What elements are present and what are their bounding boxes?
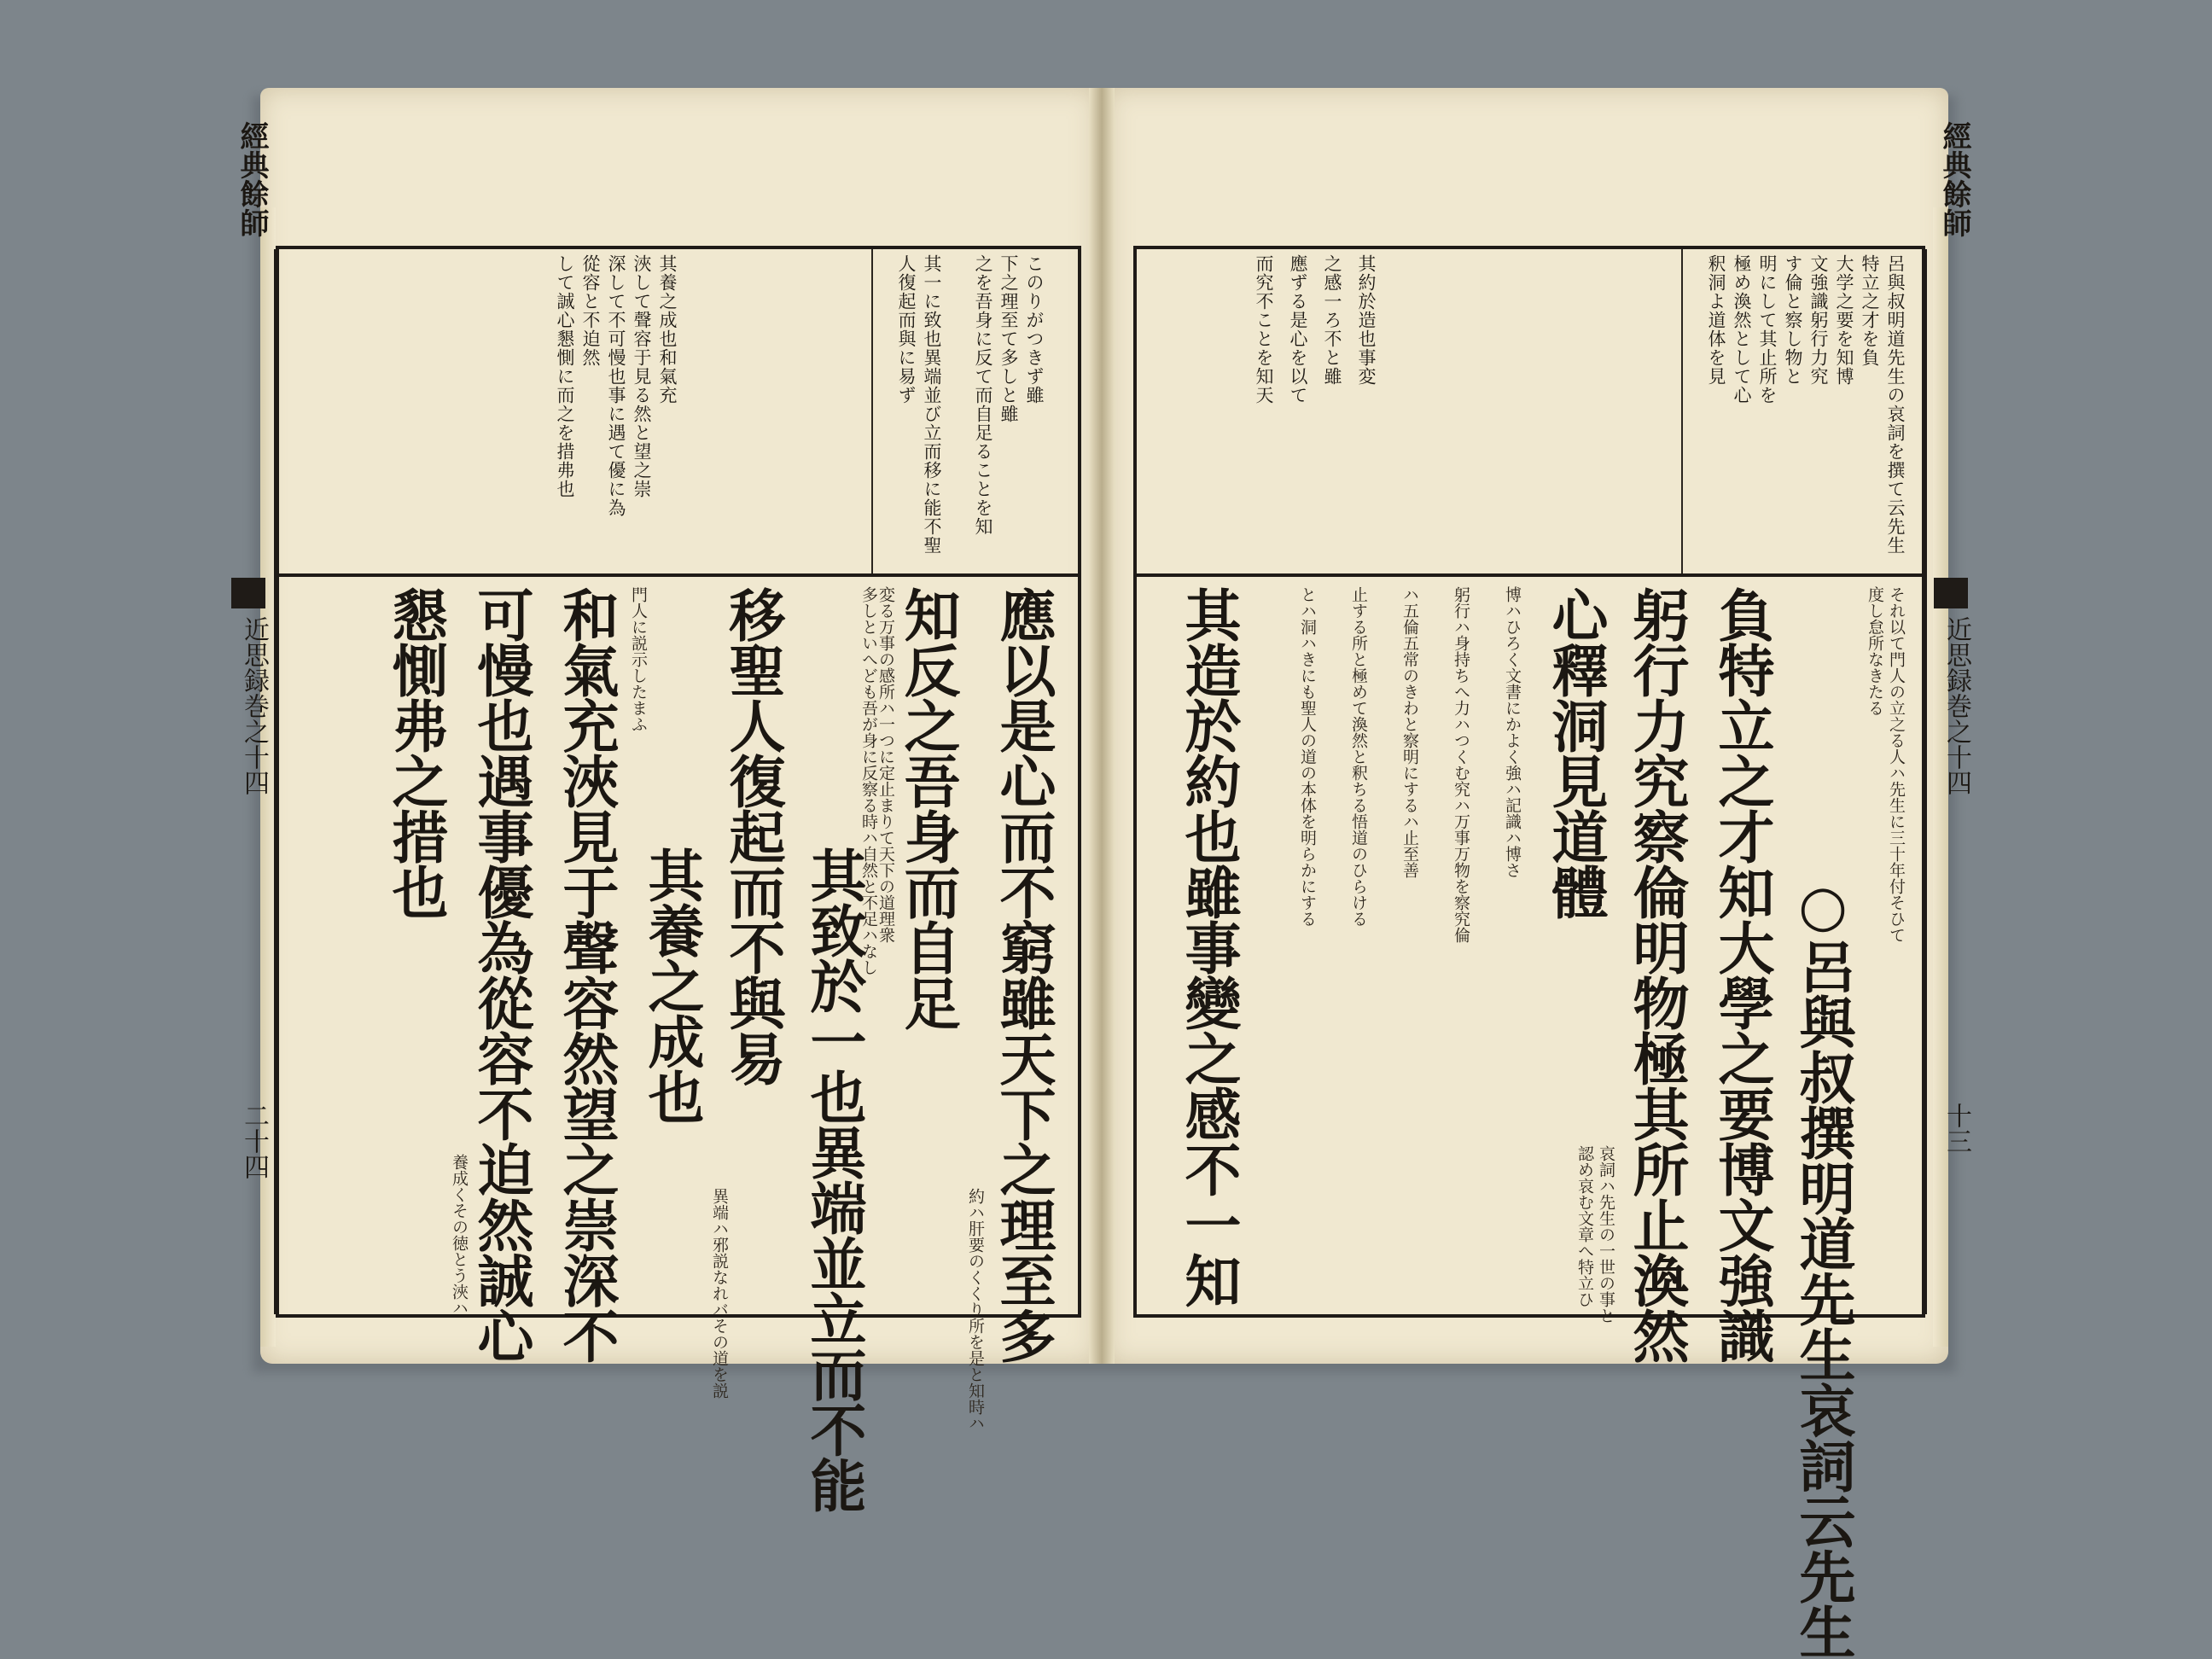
top-note: 大学之要を知博	[1834, 254, 1854, 386]
gloss-column: 博ハひろく文書にかよく強ハ記識ハ博さ	[1503, 586, 1522, 878]
top-note: 極め渙然として心	[1732, 254, 1752, 405]
right-chapter-title: 近思録巻之十四	[1941, 616, 1971, 795]
right-page	[1108, 88, 1971, 1659]
gloss-column: 変る万事の感所ハ一つに定止まりて天下の道理衆	[876, 586, 895, 943]
main-text-column: ○呂與叔撰明道先生哀詞云先生	[1790, 872, 1856, 1659]
gloss-column: 度し怠所なきたる	[1866, 586, 1884, 716]
book-gutter	[1089, 88, 1115, 1364]
top-note: 浹して聲容于見る然と望之崇	[632, 254, 652, 498]
note-divider	[1681, 249, 1683, 573]
fishtail-mark	[231, 578, 265, 608]
gloss-column: それ以て門人の立之る人ハ先生に三十年付そひて	[1887, 586, 1906, 943]
top-note: 下之理至て多しと雖	[998, 254, 1019, 423]
top-note: 文強識躬行力究	[1808, 254, 1829, 386]
main-text-column: 心釋洞見道體	[1542, 586, 1609, 919]
top-note: 其一に致也異端並び立而移に能不聖	[922, 254, 942, 555]
main-text-column: 知反之吾身而自足	[894, 586, 961, 1030]
notes-divider	[1137, 573, 1922, 577]
top-note: 從容と不迫然	[580, 254, 601, 367]
top-note: 明にして其止所を	[1757, 254, 1778, 405]
top-note: す倫と察し物と	[1783, 254, 1803, 386]
gloss-column: 異端ハ邪説なれバその道を説	[710, 1188, 729, 1399]
top-note: 呂與叔明道先生の哀詞を撰て云先生	[1885, 254, 1906, 555]
notes-divider	[279, 573, 1078, 577]
main-text-column: 其致於一也異端並立而不能	[800, 847, 867, 1512]
left-hanshin	[224, 121, 276, 1314]
top-note: 之を吾身に反て而自足ることを知	[973, 254, 993, 536]
right-running-head: 經典餘師	[1937, 121, 1971, 237]
top-note: このりがつきず雖	[1024, 254, 1045, 405]
top-note: 之感一ろ不と雖	[1322, 254, 1342, 386]
top-note: 特立之才を負	[1860, 254, 1880, 367]
top-note: 其約於造也事変	[1356, 254, 1377, 386]
right-text-frame	[1133, 121, 1971, 1659]
gloss-column: 止する所と極めて渙然と釈ちる悟道のひらける	[1349, 586, 1368, 927]
gloss-column: 養成くその徳とう浹ハ	[450, 1154, 469, 1316]
left-chapter-title: 近思録巻之十四	[239, 616, 269, 795]
top-note: 其養之成也和氣充	[657, 254, 678, 405]
gloss-column: 認め哀む文章へ特立ひ	[1575, 1145, 1594, 1307]
gloss-column: 多しといへども吾が身に反察る時ハ自然と不足ハなし	[859, 586, 878, 975]
top-note: 應ずる是心を以て	[1288, 254, 1308, 405]
gloss-column: 約ハ肝要のくくり所を是と知時ハ	[966, 1188, 985, 1431]
fishtail-mark	[1934, 578, 1968, 608]
main-text-column: 懇惻弗之措也	[382, 586, 449, 919]
left-page	[235, 88, 1097, 1512]
gloss-column: 哀詞ハ先生の一世の事と	[1597, 1145, 1615, 1324]
note-divider	[871, 249, 873, 573]
left-running-head: 經典餘師	[235, 121, 269, 237]
main-text-column: 其造於約也雖事變之感不一知	[1175, 586, 1242, 1307]
gloss-column: とハ洞ハきにも聖人の道の本体を明らかにする	[1298, 586, 1317, 927]
main-text-column: 和氣充浹見于聲容然望之崇深不	[553, 586, 620, 1363]
left-folio: 二十四	[239, 1103, 269, 1179]
top-note: して誠心懇惻に而之を措弗也	[555, 254, 575, 498]
gloss-column: 躬行ハ身持ちへ力ハつくむ究ハ万事万物を察究倫	[1452, 586, 1470, 943]
gloss-column: 門人に説示したまふ	[629, 586, 648, 732]
right-hanshin	[1924, 121, 1976, 1314]
main-text-column: 應以是心而不窮雖天下之理至多	[990, 586, 1057, 1363]
main-text-column: 躬行力究察倫明物極其所止渙然	[1623, 586, 1690, 1363]
main-text-column: 移聖人復起而不與易	[719, 586, 786, 1086]
top-note: 人復起而與に易ず	[896, 254, 917, 405]
left-text-frame	[235, 121, 1081, 1512]
top-note: 深して不可慢也事に遇て優に為	[606, 254, 626, 517]
main-text-column: 負特立之才知大學之要博文強識	[1708, 586, 1775, 1363]
gloss-column: ハ五倫五常のきわと察明にするハ止至善	[1400, 586, 1419, 878]
main-text-column: 可慢也遇事優為從容不迫然誠心	[468, 586, 534, 1363]
top-note: 釈洞よ道体を見	[1706, 254, 1726, 386]
top-note: 而究不ことを知天	[1254, 254, 1274, 405]
right-folio: 十三	[1941, 1103, 1971, 1154]
main-text-column: 其養之成也	[638, 847, 705, 1124]
